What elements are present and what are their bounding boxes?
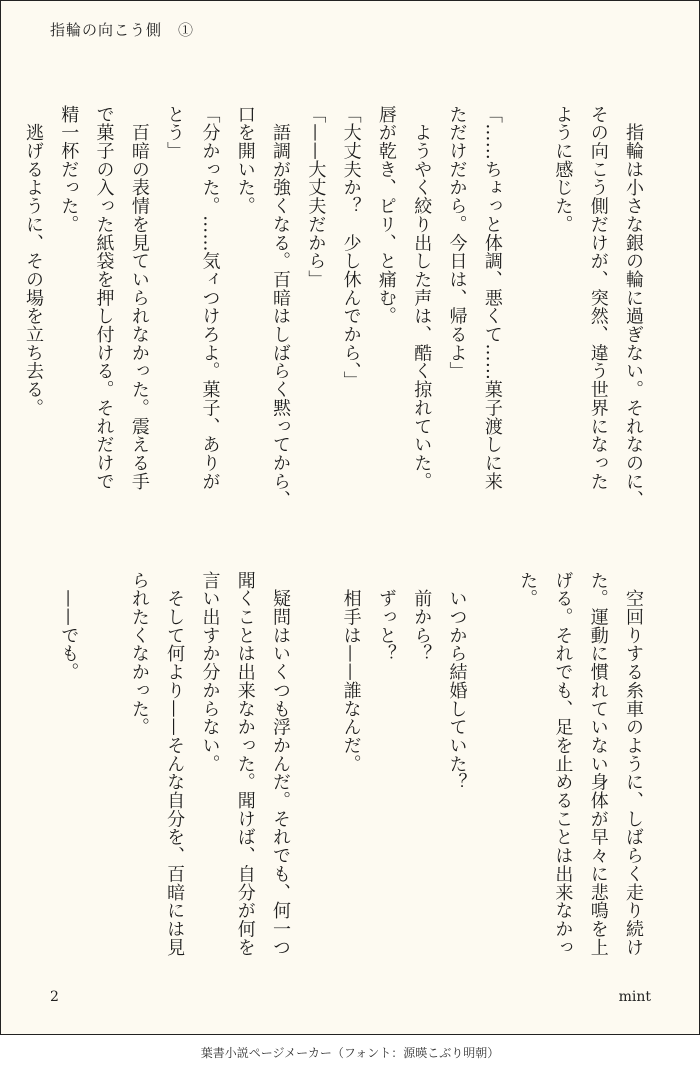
paragraph: 「……ちょっと体調、悪くて……菓子渡しに来 ただけだから。今日は、帰るよ」 xyxy=(446,105,503,491)
paragraph: 前から？ xyxy=(411,571,433,663)
paragraph: 逃げるように、その場を立ち去る。 xyxy=(22,105,44,417)
paragraph: 「大丈夫か？ 少し休んでから、」 xyxy=(340,105,362,390)
paragraph: 相手は——誰なんだ。 xyxy=(340,571,362,773)
paragraph-spacer xyxy=(510,105,545,515)
paragraph-spacer xyxy=(475,571,510,971)
paragraph: そして何より——そんな自分を、百暗には見 られたくなかった。 xyxy=(128,571,186,957)
maker-credit: 葉書小説ページメーカー（フォント：源暎こぶり明朝） xyxy=(200,1046,500,1060)
paragraph: 「——大丈夫だから」 xyxy=(305,105,327,289)
paragraph-spacer xyxy=(86,571,121,971)
text-block-upper xyxy=(22,105,651,515)
paragraph: 指輪は小さな銀の輪に過ぎない。それなのに、 その向こう側だけが、突然、違う世界になった ように感じた。 xyxy=(552,105,644,509)
paragraph: 「分かった。……気ィつけろよ。菓子、ありが とう」 xyxy=(164,105,221,491)
paragraph: ようやく絞り出した声は、酷く掠れていた。 唇が乾き、ピリ、と痛む。 xyxy=(375,105,433,491)
paragraph: 疑問はいくつも浮かんだ。それでも、何一つ 聞くことは出来なかった。聞けば、自分が何を 言い出すか分からない。 xyxy=(199,571,292,957)
text-block-lower xyxy=(58,571,651,971)
paragraph: ——でも。 xyxy=(58,571,80,682)
paragraph-spacer xyxy=(298,571,333,971)
paragraph: ずっと？ xyxy=(375,571,397,663)
page-number: 2 xyxy=(50,989,59,1005)
paragraph: いつから結婚していた？ xyxy=(446,571,468,792)
paragraph: 語調が強くなる。百暗はしばらく黙ってから、 口を開いた。 xyxy=(234,105,292,509)
author-name: mint xyxy=(618,989,651,1005)
paragraph: 空回りする糸車のように、しばらく走り続け た。運動に慣れていない身体が早々に悲鳴を上 げる。それでも、足を止めることは出来なかっ た。 xyxy=(517,571,644,957)
paragraph: 百暗の表情を見ていられなかった。震える手 で菓子の入った紙袋を押し付ける。それだけで 精一杯だった。 xyxy=(58,105,150,491)
running-title: 指輪の向こう側 ① xyxy=(50,21,195,39)
